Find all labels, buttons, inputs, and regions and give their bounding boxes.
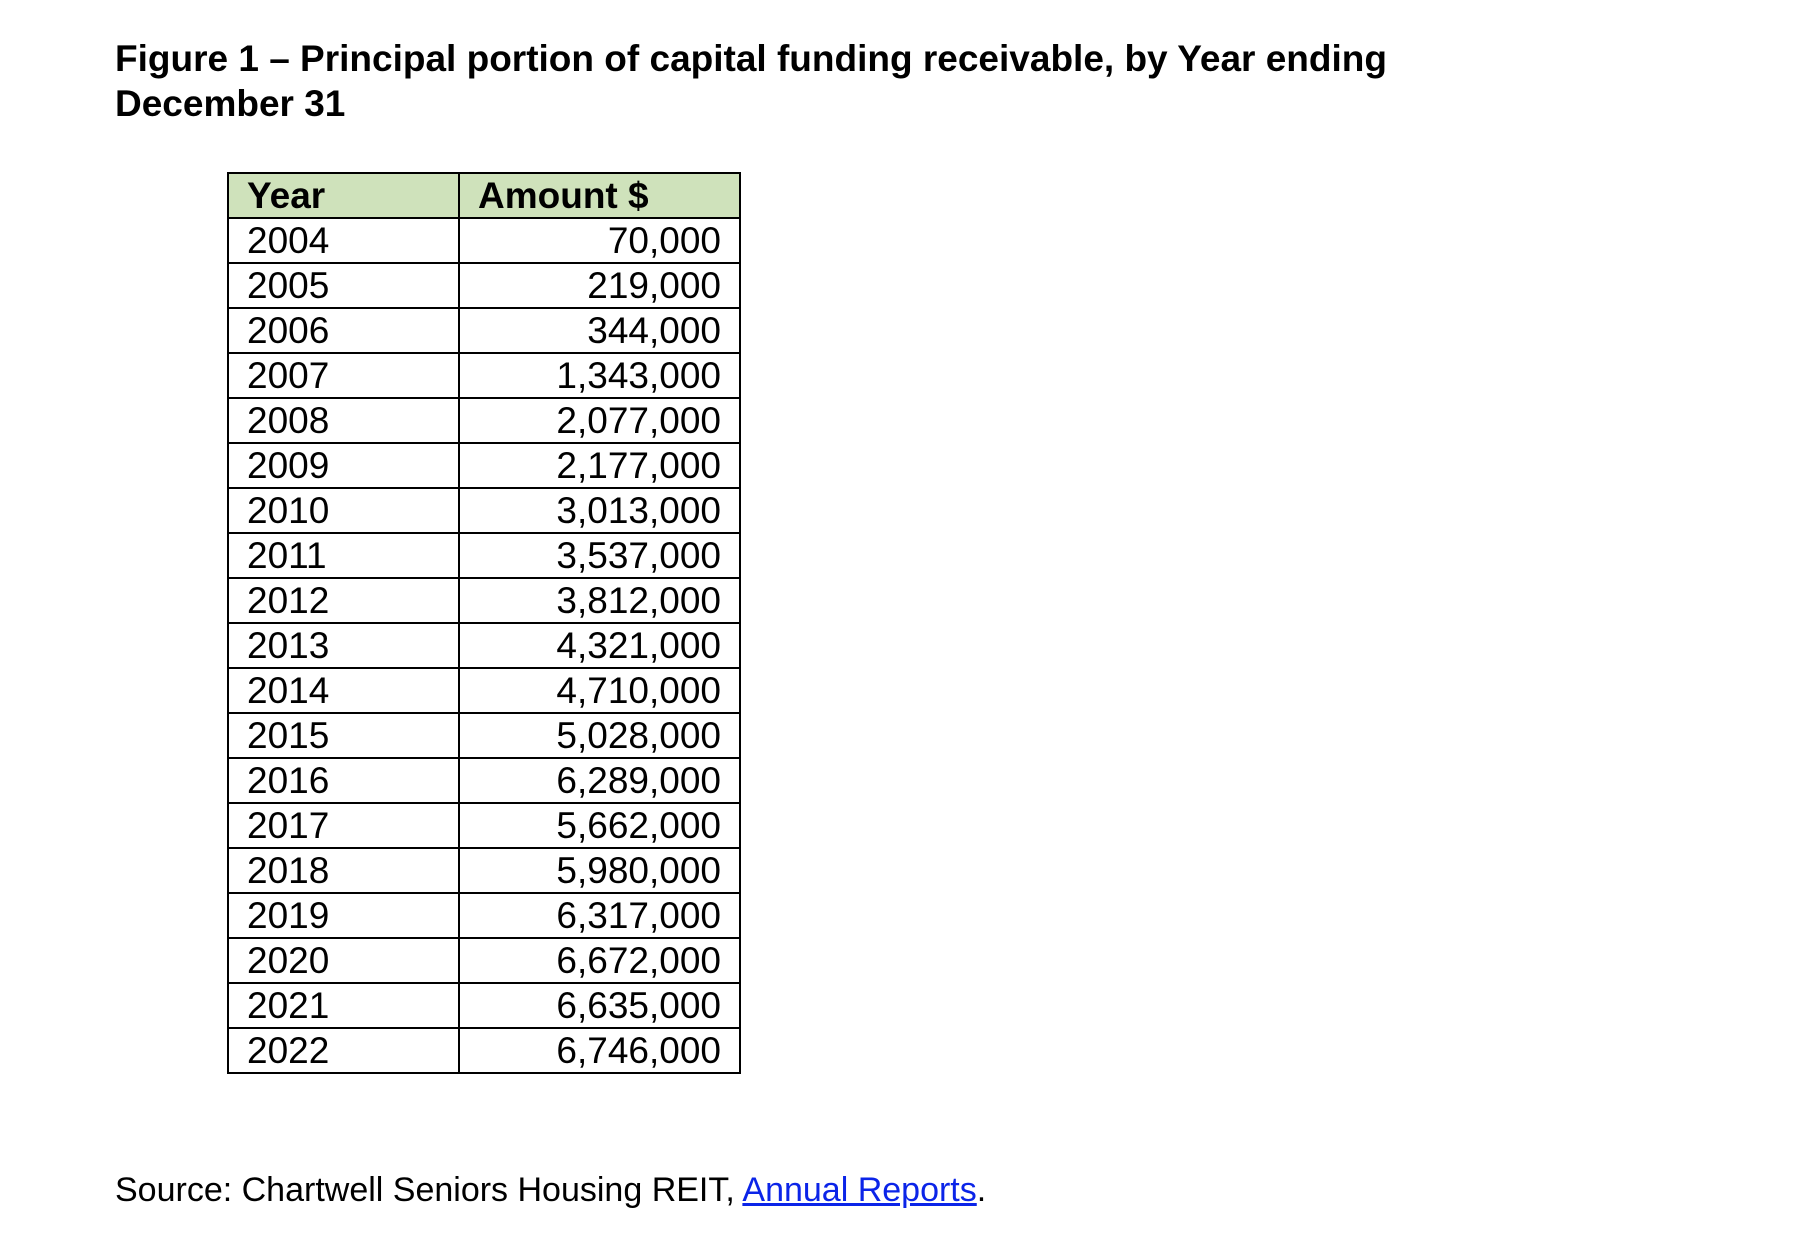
table-row [228,848,740,893]
amount-cell: 3,812,000 [459,578,740,623]
year-cell: 2011 [228,533,459,578]
year-cell: 2015 [228,713,459,758]
table-row [228,983,740,1028]
amount-cell: 5,028,000 [459,713,740,758]
year-cell: 2016 [228,758,459,803]
year-cell: 2010 [228,488,459,533]
table-row [228,443,740,488]
amount-cell: 219,000 [459,263,740,308]
amount-cell: 2,177,000 [459,443,740,488]
table-row [228,218,740,263]
table-row [228,893,740,938]
table-row [228,578,740,623]
table-row [228,1028,740,1073]
year-cell: 2019 [228,893,459,938]
year-cell: 2007 [228,353,459,398]
source-text: Source: Chartwell Seniors Housing REIT, [115,1171,743,1209]
amount-cell: 6,317,000 [459,893,740,938]
source-suffix: . [976,1171,987,1209]
table-row [228,803,740,848]
table-row [228,308,740,353]
year-cell: 2012 [228,578,459,623]
table-header-row [228,173,740,218]
table-row [228,713,740,758]
year-cell: 2013 [228,623,459,668]
figure-title: Figure 1 – Principal portion of capital funding receivable, by Year ending December 31 [115,38,1387,124]
table-body [228,218,740,1073]
table-row [228,623,740,668]
year-cell: 2014 [228,668,459,713]
amount-cell: 6,635,000 [459,983,740,1028]
amount-cell: 344,000 [459,308,740,353]
table-row [228,938,740,983]
year-cell: 2005 [228,263,459,308]
table-row [228,263,740,308]
year-cell: 2022 [228,1028,459,1073]
year-cell: 2004 [228,218,459,263]
year-cell: 2018 [228,848,459,893]
table-row [228,353,740,398]
amount-cell: 3,013,000 [459,488,740,533]
year-cell: 2017 [228,803,459,848]
table-row [228,668,740,713]
year-cell: 2006 [228,308,459,353]
table-row [228,533,740,578]
amount-cell: 6,672,000 [459,938,740,983]
year-cell: 2009 [228,443,459,488]
amount-cell: 5,662,000 [459,803,740,848]
year-cell: 2020 [228,938,459,983]
amount-cell: 5,980,000 [459,848,740,893]
column-header-amount: Amount $ [459,173,740,218]
amount-cell: 6,289,000 [459,758,740,803]
source-note [115,1170,986,1210]
year-cell: 2008 [228,398,459,443]
amount-cell: 3,537,000 [459,533,740,578]
data-table [227,172,741,1074]
table-row [228,758,740,803]
amount-cell: 2,077,000 [459,398,740,443]
amount-cell: 4,321,000 [459,623,740,668]
amount-cell: 4,710,000 [459,668,740,713]
year-cell: 2021 [228,983,459,1028]
amount-cell: 1,343,000 [459,353,740,398]
amount-cell: 70,000 [459,218,740,263]
column-header-year: Year [228,173,459,218]
annual-reports-link[interactable]: Annual Reports [742,1171,977,1209]
table-row [228,398,740,443]
table-row [228,488,740,533]
amount-cell: 6,746,000 [459,1028,740,1073]
